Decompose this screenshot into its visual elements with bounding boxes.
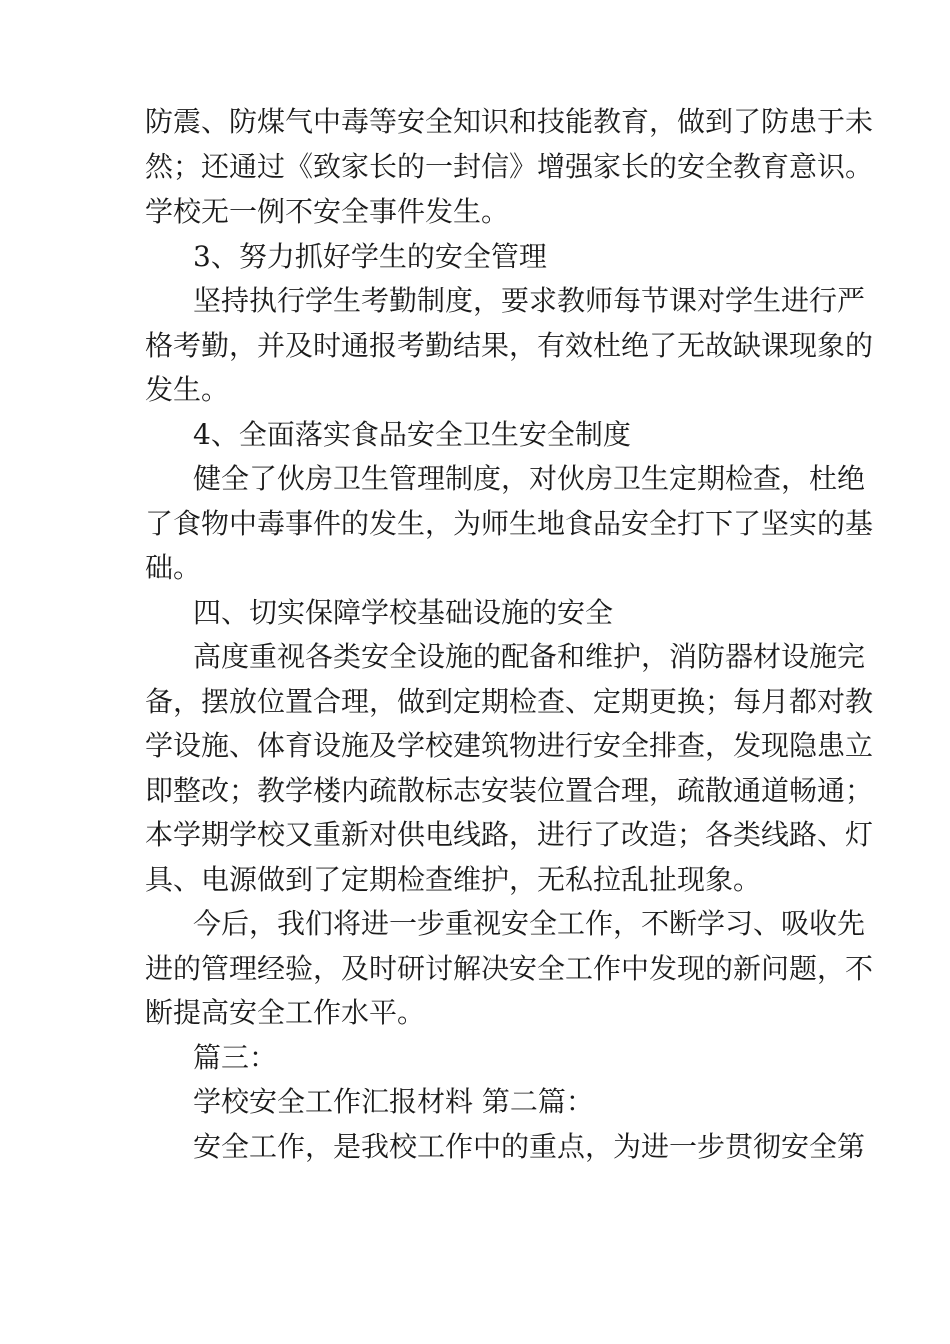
paragraph-line: 格考勤，并及时通报考勤结果，有效杜绝了无故缺课现象的 [145,329,874,362]
paragraph-line: 坚持执行学生考勤制度，要求教师每节课对学生进行严 [193,284,866,317]
section-heading: 3、努力抓好学生的安全管理 [193,240,547,273]
paragraph-line: 了食物中毒事件的发生，为师生地食品安全打下了坚实的基 [145,507,874,540]
paragraph-line: 健全了伙房卫生管理制度，对伙房卫生定期检查，杜绝 [193,462,866,495]
paragraph-line: 发生。 [145,373,230,406]
paragraph-line: 学设施、体育设施及学校建筑物进行安全排查，发现隐患立 [145,729,874,762]
section-heading: 四、切实保障学校基础设施的安全 [193,596,614,629]
paragraph-line: 学校无一例不安全事件发生。 [145,195,510,228]
paragraph-line: 安全工作，是我校工作中的重点，为进一步贯彻安全第 [193,1130,866,1163]
section-heading: 学校安全工作汇报材料 第二篇： [193,1085,594,1118]
section-heading: 4、全面落实食品安全卫生安全制度 [193,418,631,451]
paragraph-line: 高度重视各类安全设施的配备和维护，消防器材设施完 [193,640,866,673]
paragraph-line: 防震、防煤气中毒等安全知识和技能教育，做到了防患于未 [145,105,874,138]
paragraph-line: 础。 [145,551,202,584]
paragraph-line: 本学期学校又重新对供电线路，进行了改造；各类线路、灯 [145,818,874,851]
paragraph-line: 然；还通过《致家长的一封信》增强家长的安全教育意识。 [145,150,874,183]
section-heading: 篇三： [193,1041,278,1074]
paragraph-line: 今后，我们将进一步重视安全工作，不断学习、吸收先 [193,907,866,940]
paragraph-line: 即整改；教学楼内疏散标志安装位置合理，疏散通道畅通； [145,774,874,807]
paragraph-line: 进的管理经验，及时研讨解决安全工作中发现的新问题，不 [145,952,874,985]
paragraph-line: 具、电源做到了定期检查维护，无私拉乱扯现象。 [145,863,762,896]
paragraph-line: 断提高安全工作水平。 [145,996,426,1029]
paragraph-line: 备，摆放位置合理，做到定期检查、定期更换；每月都对教 [145,685,874,718]
